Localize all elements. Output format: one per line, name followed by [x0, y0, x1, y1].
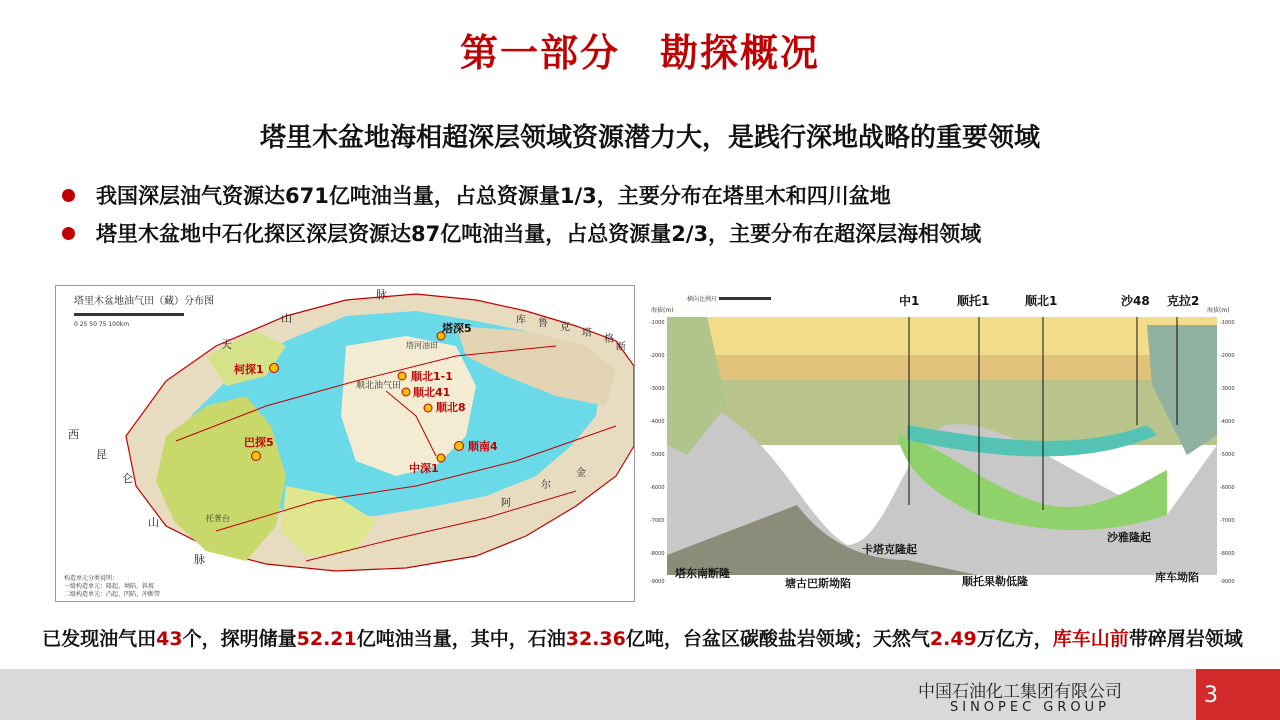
- bullet-item: [60, 180, 1240, 218]
- structure-label: 塘古巴斯坳陷: [785, 577, 851, 590]
- depth-tick: -4000: [1220, 419, 1235, 425]
- depth-tick: -5000: [1220, 452, 1235, 458]
- region-label: 尔: [541, 480, 551, 491]
- region-label: 西: [68, 428, 79, 441]
- well-label: 巴探5: [244, 436, 274, 449]
- region-label: 山: [148, 516, 159, 529]
- region-label: 昆: [96, 448, 107, 461]
- region-label: 山: [281, 312, 292, 325]
- well-marker-icon: [424, 404, 432, 412]
- summary-text: 万亿方，: [976, 628, 1053, 650]
- summary-text: 亿吨油当量，其中，石油: [356, 628, 566, 650]
- depth-tick: -7000: [1220, 518, 1235, 524]
- depth-tick: -5000: [650, 452, 665, 458]
- map-field-label: 托普台: [206, 514, 230, 523]
- map-scale-bar: [74, 313, 184, 316]
- section-well-label: 顺北1: [1025, 294, 1058, 308]
- depth-tick: -9000: [1220, 579, 1235, 585]
- basin-map-graphic: [56, 286, 635, 602]
- summary-text: 带碎屑岩领域: [1128, 628, 1243, 650]
- page-subtitle: 塔里木盆地海相超深层领域资源潜力大，是践行深地战略的重要领域: [259, 123, 1040, 153]
- summary-line: [0, 624, 1280, 651]
- depth-ticks-right: [1220, 320, 1235, 585]
- structure-label: 卡塔克隆起: [862, 543, 917, 556]
- structure-label: 库车坳陷: [1155, 571, 1199, 584]
- depth-tick: -8000: [1220, 551, 1235, 557]
- depth-tick: -3000: [650, 386, 665, 392]
- well-label: 中深1: [409, 462, 439, 475]
- depth-tick: -2000: [650, 353, 665, 359]
- map-field-label: 顺北油气田: [356, 381, 402, 391]
- bullet-text: 我国深层油气资源达671亿吨油当量，占总资源量1/3，主要分布在塔里木和四川盆地: [96, 184, 891, 208]
- summary-highlight: 43: [156, 628, 183, 650]
- section-well-label: 沙48: [1121, 294, 1150, 308]
- region-label: 塔: [582, 328, 592, 339]
- region-label: 金: [576, 468, 586, 479]
- depth-ticks-left: [650, 320, 665, 585]
- map-field-label: 塔河油田: [406, 341, 438, 350]
- well-marker-icon: [455, 442, 464, 451]
- summary-text: 亿吨，台盆区碳酸盐岩领域；天然气: [625, 628, 930, 650]
- well-label: 顺北8: [436, 401, 466, 414]
- summary-text: 已发现油气田: [42, 628, 157, 650]
- cross-section-graphic: [647, 285, 1245, 602]
- depth-tick: -6000: [650, 485, 665, 491]
- summary-highlight: 32.36: [565, 628, 626, 650]
- section-header-right: 海拔(m): [1207, 307, 1230, 314]
- map-title: 塔里木盆地油气田（藏）分布图: [74, 296, 214, 307]
- depth-tick: -6000: [1220, 485, 1235, 491]
- company-name-cn: 中国石油化工集团有限公司: [918, 682, 1122, 702]
- well-label: 顺南4: [468, 440, 498, 453]
- section-scale-bar: [719, 297, 771, 300]
- depth-tick: -1000: [1220, 320, 1235, 326]
- section-well-label: 中1: [899, 294, 920, 308]
- depth-tick: -4000: [650, 419, 665, 425]
- map-legend-text: 构造单元分类说明：: [64, 575, 119, 582]
- page-number: 3: [1204, 683, 1218, 708]
- well-marker-icon: [437, 454, 445, 462]
- well-label: 塔深5: [442, 322, 472, 335]
- depth-tick: -7000: [650, 518, 665, 524]
- region-label: 断: [616, 342, 626, 353]
- depth-tick: -2000: [1220, 353, 1235, 359]
- bullet-dot-icon: [62, 227, 75, 240]
- map-legend-text: 一级构造单元：隆起、坳陷、斜坡: [64, 583, 155, 590]
- well-marker-icon: [402, 388, 410, 396]
- company-name-en: SINOPEC GROUP: [950, 700, 1110, 715]
- section-well-label: 克拉2: [1167, 294, 1200, 308]
- region-label: 脉: [376, 288, 387, 301]
- summary-text: 个，探明储量: [182, 628, 297, 650]
- bullet-list: [60, 180, 1240, 256]
- region-label: 脉: [194, 553, 205, 566]
- map-legend-text: 二级构造单元：凸起、凹陷、冲断带: [64, 591, 161, 598]
- region-label: 库: [516, 315, 526, 326]
- region-label: 格: [604, 334, 614, 345]
- well-marker-icon: [270, 364, 279, 373]
- bullet-dot-icon: [62, 189, 75, 202]
- region-label: 克: [560, 322, 570, 333]
- bullet-text: 塔里木盆地中石化探区深层资源达87亿吨油当量，占总资源量2/3，主要分布在超深层海相领域: [96, 222, 982, 246]
- well-marker-icon: [252, 452, 261, 461]
- summary-highlight: 库车山前: [1052, 628, 1129, 650]
- section-well-label: 顺托1: [957, 294, 990, 308]
- bullet-item: [60, 218, 1240, 256]
- map-scale-text: 0 25 50 75 100km: [74, 321, 130, 328]
- structure-label: 塔东南断隆: [675, 567, 730, 580]
- region-label: 天: [221, 338, 232, 351]
- depth-tick: -9000: [650, 579, 665, 585]
- section-header-left: 海拔(m): [651, 307, 674, 314]
- well-marker-icon: [398, 372, 406, 380]
- basin-map-figure: [55, 285, 635, 602]
- structure-label: 沙雅隆起: [1107, 531, 1151, 544]
- structure-label: 顺托果勒低隆: [962, 575, 1028, 588]
- section-header-scale: 横向比例尺: [687, 296, 718, 303]
- well-label: 柯探1: [234, 363, 264, 376]
- summary-highlight: 2.49: [929, 628, 977, 650]
- depth-tick: -8000: [650, 551, 665, 557]
- summary-highlight: 52.21: [296, 628, 357, 650]
- region-label: 鲁: [538, 318, 548, 329]
- depth-tick: -1000: [650, 320, 665, 326]
- region-label: 仑: [122, 472, 133, 485]
- page-title: 第一部分 勘探概况: [459, 31, 820, 75]
- depth-tick: -3000: [1220, 386, 1235, 392]
- well-label: 顺北41: [413, 386, 451, 399]
- region-label: 阿: [501, 498, 511, 509]
- geological-cross-section-figure: [647, 285, 1245, 602]
- well-label: 顺北1-1: [411, 370, 453, 383]
